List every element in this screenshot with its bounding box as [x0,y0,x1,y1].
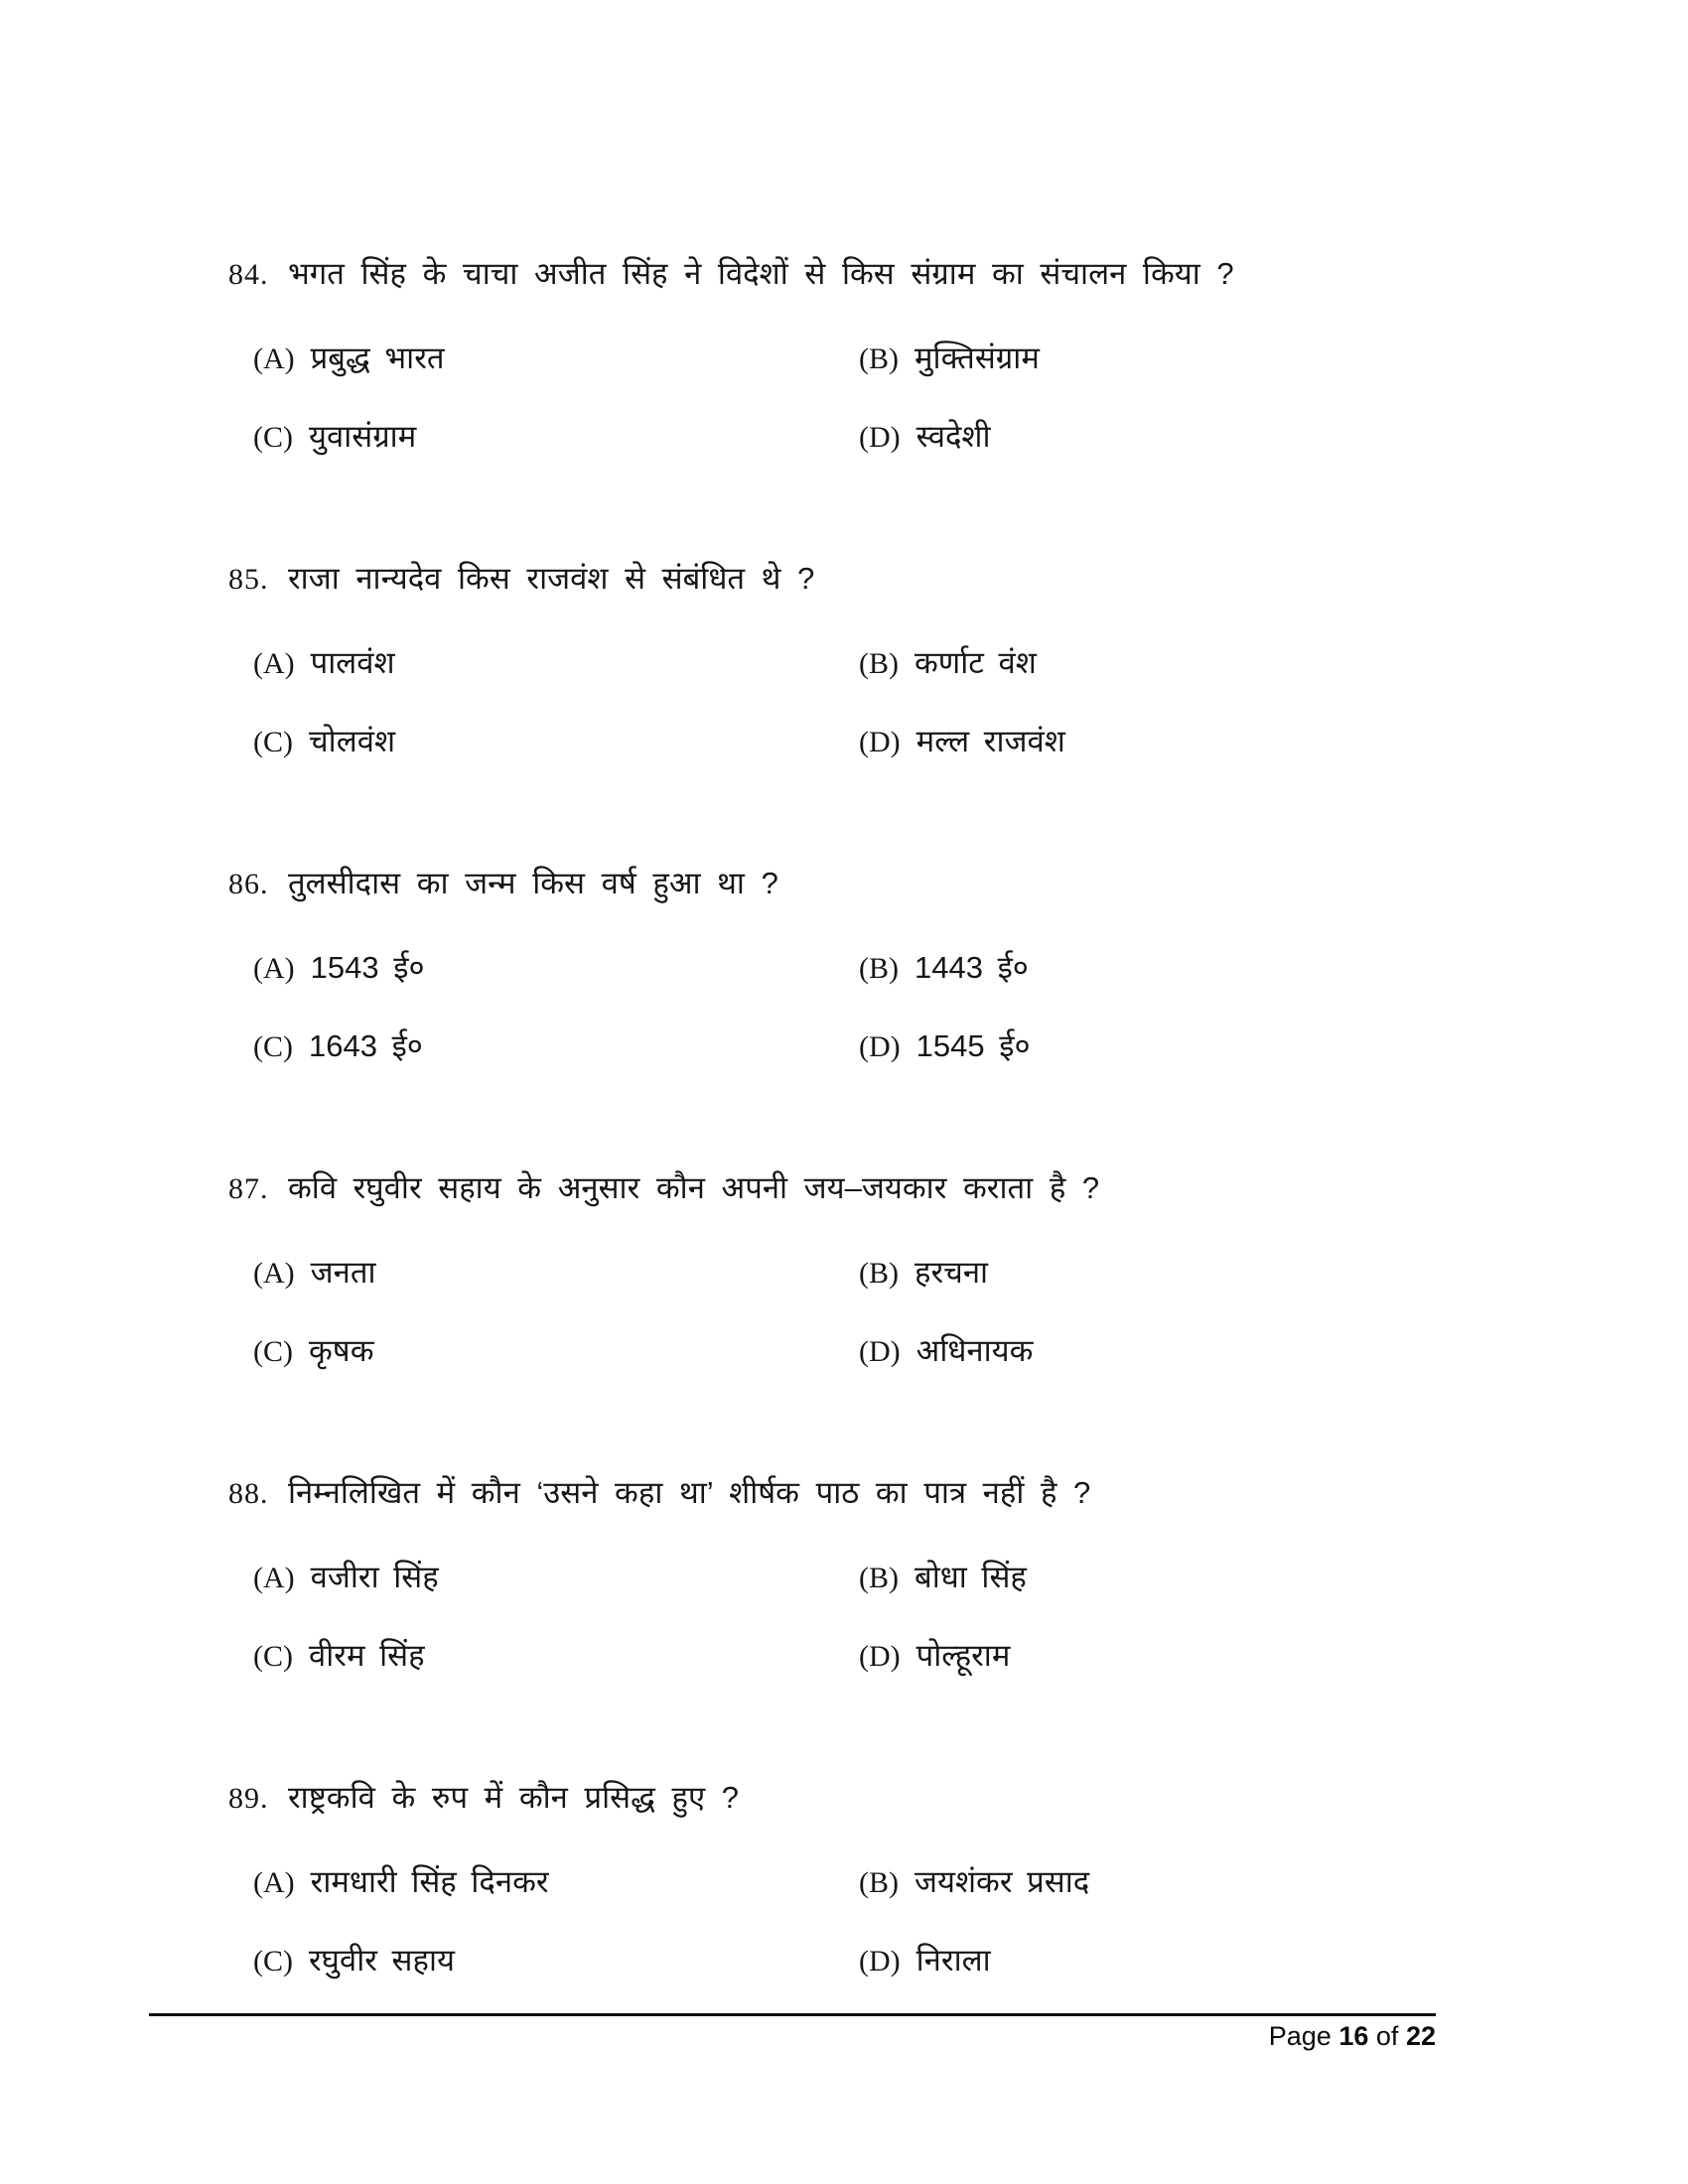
option-text: प्रबुद्ध भारत [310,341,445,375]
question-number: 88. [228,1477,269,1510]
option-a [253,642,859,685]
question-number: 85. [228,563,269,596]
option-c [253,721,859,763]
option-b [859,1861,1609,1904]
option-label: (A) [253,1562,295,1594]
option-c [253,1330,859,1373]
question-block [228,253,1609,459]
option-c [253,1025,859,1068]
option-label: (D) [859,726,901,758]
question-text: राष्ट्रकवि के रुप में कौन प्रसिद्ध हुए ? [288,1780,739,1815]
option-label: (B) [859,1866,899,1899]
option-label: (C) [253,1945,293,1978]
option-a [253,947,859,990]
option-text: मल्ल राजवंश [915,724,1065,758]
option-text: चोलवंश [309,724,396,758]
question-block [228,558,1609,763]
question-block [228,1167,1609,1373]
options-grid [253,642,1609,763]
question-number: 87. [228,1172,269,1205]
option-text: निराला [915,1943,991,1978]
option-b [859,642,1609,685]
option-text: 1443 ई० [914,950,1029,985]
option-label: (B) [859,1257,899,1290]
question-line [228,1777,1609,1820]
option-text: अधिनायक [915,1333,1034,1368]
option-d [859,416,1609,459]
option-text: 1543 ई० [310,950,425,985]
option-label: (D) [859,1945,901,1978]
option-label: (A) [253,647,295,680]
question-number: 84. [228,258,269,291]
option-b [859,947,1609,990]
option-c [253,1635,859,1678]
option-label: (D) [859,1335,901,1368]
question-text: निम्नलिखित में कौन ‘उसने कहा था’ शीर्षक पाठ का पात्र नहीं है ? [288,1475,1091,1510]
question-line [228,863,1609,905]
option-text: वीरम सिंह [309,1638,425,1673]
option-text: रघुवीर सहाय [309,1943,455,1978]
option-label: (D) [859,1030,901,1063]
option-a [253,1557,859,1599]
option-label: (D) [859,421,901,454]
question-text: तुलसीदास का जन्म किस वर्ष हुआ था ? [288,866,778,900]
options-grid [253,1861,1609,1982]
options-grid [253,947,1609,1068]
question-block [228,1777,1609,1982]
option-text: स्वदेशी [915,419,991,454]
option-a [253,338,859,380]
option-label: (D) [859,1640,901,1673]
option-text: रामधारी सिंह दिनकर [310,1864,549,1899]
question-number: 86. [228,868,269,900]
question-line [228,253,1609,296]
question-line [228,558,1609,601]
option-label: (A) [253,1866,295,1899]
option-d [859,1025,1609,1068]
footer-of-label: of [1375,2021,1399,2051]
option-text: मुक्तिसंग्राम [914,341,1040,375]
question-text: कवि रघुवीर सहाय के अनुसार कौन अपनी जय–जयकार कराता है ? [288,1170,1100,1205]
option-c [253,1940,859,1982]
option-text: जनता [310,1255,376,1290]
option-text: हरचना [914,1255,989,1290]
option-b [859,338,1609,380]
question-block [228,1472,1609,1678]
footer-page-label: Page [1268,2021,1332,2051]
option-d [859,1330,1609,1373]
question-text: भगत सिंह के चाचा अजीत सिंह ने विदेशों से किस संग्राम का संचालन किया ? [288,256,1234,291]
question-line [228,1472,1609,1515]
option-text: जयशंकर प्रसाद [914,1864,1090,1899]
option-label: (A) [253,342,295,375]
option-text: पोल्हूराम [915,1638,1011,1673]
option-b [859,1252,1609,1295]
option-text: कृषक [309,1333,374,1368]
question-text: राजा नान्यदेव किस राजवंश से संबंधित थे ? [288,561,815,596]
options-grid [253,338,1609,459]
option-text: कर्णाट वंश [914,645,1037,680]
options-grid [253,1557,1609,1678]
option-label: (A) [253,1257,295,1290]
page-footer [149,2013,1436,2052]
option-text: 1643 ई० [309,1028,423,1063]
option-label: (B) [859,952,899,985]
option-label: (C) [253,726,293,758]
option-label: (C) [253,1335,293,1368]
options-grid [253,1252,1609,1373]
footer-total-pages: 22 [1405,2021,1436,2051]
question-line [228,1167,1609,1210]
option-d [859,1635,1609,1678]
option-label: (C) [253,1640,293,1673]
option-text: 1545 ई० [915,1028,1031,1063]
footer-page-number: 16 [1338,2021,1369,2051]
option-text: पालवंश [310,645,395,680]
option-label: (B) [859,342,899,375]
option-text: वजीरा सिंह [310,1560,439,1594]
option-a [253,1861,859,1904]
option-text: युवासंग्राम [309,419,417,454]
option-d [859,721,1609,763]
option-label: (B) [859,647,899,680]
option-text: बोधा सिंह [914,1560,1027,1594]
option-label: (B) [859,1562,899,1594]
question-block [228,863,1609,1068]
option-label: (A) [253,952,295,985]
option-label: (C) [253,421,293,454]
option-a [253,1252,859,1295]
question-number: 89. [228,1782,269,1815]
option-b [859,1557,1609,1599]
option-c [253,416,859,459]
option-d [859,1940,1609,1982]
option-label: (C) [253,1030,293,1063]
